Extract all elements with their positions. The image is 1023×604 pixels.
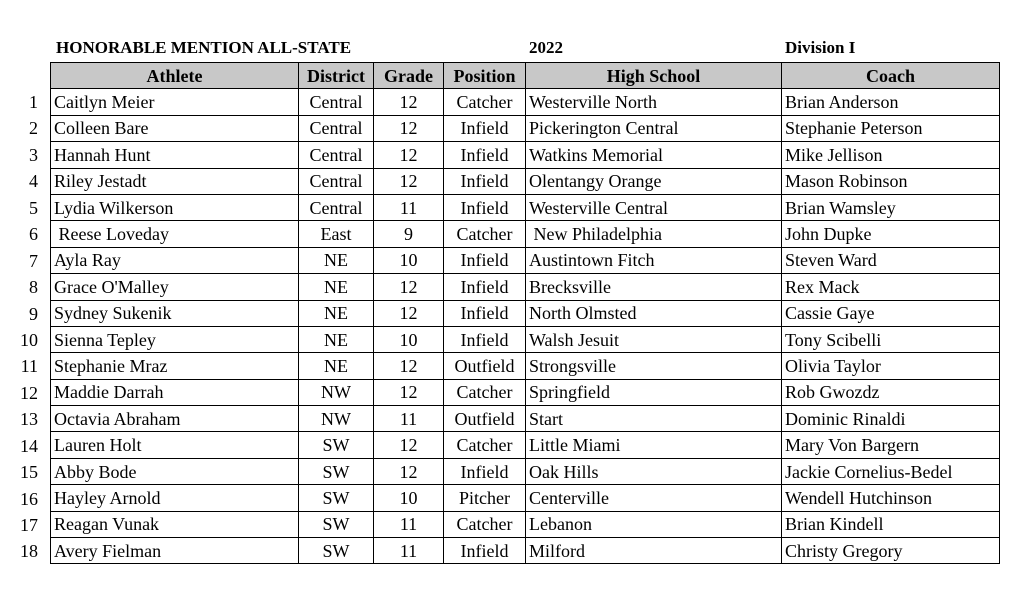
coach-cell: Tony Scibelli — [782, 326, 1000, 352]
high-school-cell: Oak Hills — [526, 458, 782, 484]
grade-cell: 12 — [374, 458, 444, 484]
table-row — [51, 89, 1000, 115]
row-number-column — [0, 89, 48, 565]
district-cell: SW — [299, 511, 374, 537]
table-row — [51, 168, 1000, 194]
col-header-athlete: Athlete — [51, 63, 299, 89]
grade-cell: 11 — [374, 511, 444, 537]
high-school-cell: Austintown Fitch — [526, 247, 782, 273]
district-cell: Central — [299, 142, 374, 168]
coach-cell: Mason Robinson — [782, 168, 1000, 194]
district-cell: SW — [299, 432, 374, 458]
grade-cell: 9 — [374, 221, 444, 247]
table-row — [51, 432, 1000, 458]
athlete-cell: Colleen Bare — [51, 115, 299, 141]
col-header-coach: Coach — [782, 63, 1000, 89]
row-number: 13 — [20, 409, 38, 430]
district-cell: NW — [299, 406, 374, 432]
grade-cell: 12 — [374, 142, 444, 168]
position-cell: Pitcher — [444, 485, 526, 511]
row-number: 4 — [29, 171, 38, 192]
row-number: 9 — [29, 303, 38, 324]
document-division: Division I — [785, 38, 856, 57]
high-school-cell: Brecksville — [526, 274, 782, 300]
col-header-district: District — [299, 63, 374, 89]
col-header-position: Position — [444, 63, 526, 89]
high-school-cell: Westerville North — [526, 89, 782, 115]
row-number: 5 — [29, 197, 38, 218]
grade-cell: 12 — [374, 353, 444, 379]
table-row — [51, 300, 1000, 326]
row-number: 18 — [20, 541, 38, 562]
athlete-cell: Ayla Ray — [51, 247, 299, 273]
athlete-cell: Riley Jestadt — [51, 168, 299, 194]
district-cell: NE — [299, 247, 374, 273]
table-row — [51, 406, 1000, 432]
coach-cell: Brian Kindell — [782, 511, 1000, 537]
athlete-cell: Hayley Arnold — [51, 485, 299, 511]
row-number: 7 — [29, 250, 38, 271]
athlete-cell: Caitlyn Meier — [51, 89, 299, 115]
coach-cell: Steven Ward — [782, 247, 1000, 273]
coach-cell: Stephanie Peterson — [782, 115, 1000, 141]
district-cell: Central — [299, 168, 374, 194]
position-cell: Infield — [444, 194, 526, 220]
position-cell: Infield — [444, 538, 526, 564]
table-row — [51, 353, 1000, 379]
position-cell: Infield — [444, 458, 526, 484]
table-row — [51, 511, 1000, 537]
district-cell: NE — [299, 300, 374, 326]
coach-cell: Christy Gregory — [782, 538, 1000, 564]
row-number: 12 — [20, 382, 38, 403]
coach-cell: Brian Wamsley — [782, 194, 1000, 220]
position-cell: Infield — [444, 115, 526, 141]
district-cell: SW — [299, 485, 374, 511]
district-cell: NE — [299, 353, 374, 379]
table-row — [51, 115, 1000, 141]
coach-cell: Dominic Rinaldi — [782, 406, 1000, 432]
grade-cell: 11 — [374, 406, 444, 432]
coach-cell: Jackie Cornelius-Bedel — [782, 458, 1000, 484]
position-cell: Infield — [444, 274, 526, 300]
high-school-cell: Lebanon — [526, 511, 782, 537]
athlete-cell: Stephanie Mraz — [51, 353, 299, 379]
document-title: HONORABLE MENTION ALL-STATE — [56, 38, 352, 57]
roster-table — [50, 62, 1000, 564]
high-school-cell: Centerville — [526, 485, 782, 511]
table-row — [51, 485, 1000, 511]
row-number: 6 — [29, 224, 38, 245]
position-cell: Catcher — [444, 432, 526, 458]
position-cell: Outfield — [444, 353, 526, 379]
position-cell: Infield — [444, 326, 526, 352]
athlete-cell: Octavia Abraham — [51, 406, 299, 432]
row-number: 10 — [20, 329, 38, 350]
table-row — [51, 326, 1000, 352]
coach-cell: Mike Jellison — [782, 142, 1000, 168]
row-number: 8 — [29, 277, 38, 298]
table-row — [51, 458, 1000, 484]
athlete-cell: Reese Loveday — [51, 221, 299, 247]
athlete-cell: Hannah Hunt — [51, 142, 299, 168]
table-row — [51, 194, 1000, 220]
col-header-grade: Grade — [374, 63, 444, 89]
row-number: 11 — [20, 356, 38, 377]
coach-cell: Mary Von Bargern — [782, 432, 1000, 458]
coach-cell: Rex Mack — [782, 274, 1000, 300]
high-school-cell: Olentangy Orange — [526, 168, 782, 194]
grade-cell: 12 — [374, 115, 444, 141]
table-header-row — [51, 63, 1000, 89]
grade-cell: 10 — [374, 247, 444, 273]
district-cell: NE — [299, 274, 374, 300]
table-row — [51, 538, 1000, 564]
row-number: 2 — [29, 118, 38, 139]
col-header-high-school: High School — [526, 63, 782, 89]
coach-cell: Wendell Hutchinson — [782, 485, 1000, 511]
row-number: 3 — [29, 144, 38, 165]
coach-cell: Cassie Gaye — [782, 300, 1000, 326]
high-school-cell: New Philadelphia — [526, 221, 782, 247]
table-row — [51, 142, 1000, 168]
district-cell: SW — [299, 458, 374, 484]
athlete-cell: Maddie Darrah — [51, 379, 299, 405]
district-cell: Central — [299, 115, 374, 141]
district-cell: East — [299, 221, 374, 247]
table-row — [51, 221, 1000, 247]
coach-cell: Brian Anderson — [782, 89, 1000, 115]
athlete-cell: Reagan Vunak — [51, 511, 299, 537]
grade-cell: 11 — [374, 194, 444, 220]
grade-cell: 12 — [374, 432, 444, 458]
position-cell: Infield — [444, 142, 526, 168]
grade-cell: 11 — [374, 538, 444, 564]
high-school-cell: Milford — [526, 538, 782, 564]
table-row — [51, 274, 1000, 300]
athlete-cell: Lydia Wilkerson — [51, 194, 299, 220]
high-school-cell: Start — [526, 406, 782, 432]
grade-cell: 12 — [374, 168, 444, 194]
athlete-cell: Sydney Sukenik — [51, 300, 299, 326]
table-row — [51, 379, 1000, 405]
high-school-cell: North Olmsted — [526, 300, 782, 326]
position-cell: Catcher — [444, 221, 526, 247]
position-cell: Infield — [444, 300, 526, 326]
athlete-cell: Grace O'Malley — [51, 274, 299, 300]
document-header — [0, 38, 1023, 60]
coach-cell: John Dupke — [782, 221, 1000, 247]
district-cell: NE — [299, 326, 374, 352]
grade-cell: 10 — [374, 485, 444, 511]
grade-cell: 10 — [374, 326, 444, 352]
position-cell: Outfield — [444, 406, 526, 432]
district-cell: SW — [299, 538, 374, 564]
document-year: 2022 — [529, 38, 563, 57]
high-school-cell: Watkins Memorial — [526, 142, 782, 168]
row-number: 15 — [20, 462, 38, 483]
high-school-cell: Westerville Central — [526, 194, 782, 220]
position-cell: Catcher — [444, 379, 526, 405]
district-cell: NW — [299, 379, 374, 405]
position-cell: Infield — [444, 247, 526, 273]
district-cell: Central — [299, 194, 374, 220]
athlete-cell: Lauren Holt — [51, 432, 299, 458]
grade-cell: 12 — [374, 379, 444, 405]
row-number: 17 — [20, 515, 38, 535]
high-school-cell: Walsh Jesuit — [526, 326, 782, 352]
position-cell: Catcher — [444, 511, 526, 537]
athlete-cell: Sienna Tepley — [51, 326, 299, 352]
position-cell: Infield — [444, 168, 526, 194]
athlete-cell: Avery Fielman — [51, 538, 299, 564]
row-number: 16 — [20, 488, 38, 509]
high-school-cell: Strongsville — [526, 353, 782, 379]
athlete-cell: Abby Bode — [51, 458, 299, 484]
grade-cell: 12 — [374, 89, 444, 115]
coach-cell: Rob Gwozdz — [782, 379, 1000, 405]
district-cell: Central — [299, 89, 374, 115]
row-number: 1 — [29, 92, 38, 112]
grade-cell: 12 — [374, 300, 444, 326]
row-number: 14 — [20, 435, 38, 456]
high-school-cell: Pickerington Central — [526, 115, 782, 141]
table-row — [51, 247, 1000, 273]
high-school-cell: Little Miami — [526, 432, 782, 458]
coach-cell: Olivia Taylor — [782, 353, 1000, 379]
high-school-cell: Springfield — [526, 379, 782, 405]
position-cell: Catcher — [444, 89, 526, 115]
grade-cell: 12 — [374, 274, 444, 300]
